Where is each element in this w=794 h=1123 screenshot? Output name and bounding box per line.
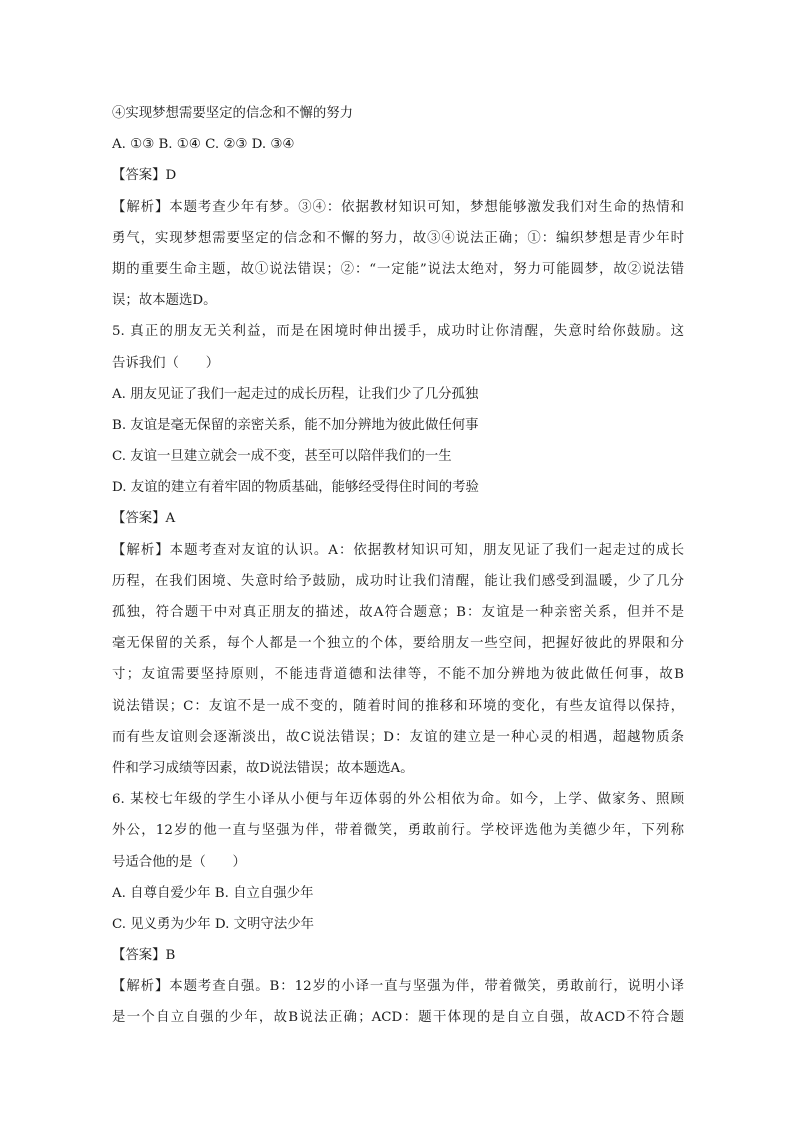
q6-analysis-line: 是一个自立自强的少年，故B说法正确；ACD：题干体现的是自立自强，故ACD不符合题	[112, 1010, 684, 1026]
q4-statement-4: ④实现梦想需要坚定的信念和不懈的努力	[112, 106, 354, 121]
q5-option-a: A. 朋友见证了我们一起走过的成长历程，让我们少了几分孤独	[112, 386, 479, 402]
q6-stem-line: 号适合他的是（ ）	[112, 854, 246, 870]
q4-answer: 【答案】D	[112, 168, 177, 184]
q6-stem-line: 外公，12岁的他一直与坚强为伴，带着微笑，勇敢前行。学校评选他为美德少年，下列称	[112, 823, 684, 839]
q6-options-cd: C. 见义勇为少年 D. 文明守法少年	[112, 916, 314, 932]
q4-analysis-line: 【解析】本题考查少年有梦。③④：依据教材知识可知，梦想能够激发我们对生命的热情和	[112, 199, 684, 215]
q4-options: A. ①③ B. ①④ C. ②③ D. ③④	[112, 137, 295, 153]
q5-analysis-line: 件和学习成绩等因素，故D说法错误；故本题选A。	[112, 760, 414, 776]
q5-analysis-line: 而有些友谊则会逐渐淡出，故C说法错误；D：友谊的建立是一种心灵的相遇，超越物质条	[112, 729, 684, 745]
q5-stem-line: 5. 真正的朋友无关利益，而是在困境时伸出援手，成功时让你清醒，失意时给你鼓励。这	[112, 324, 684, 340]
q5-analysis-line: 孤独，符合题干中对真正朋友的描述，故A符合题意；B：友谊是一种亲密关系，但并不是	[112, 605, 684, 620]
q5-analysis-line: 说法错误；C：友谊不是一成不变的，随着时间的推移和环境的变化，有些友谊得以保持，	[112, 698, 684, 714]
q5-option-c: C. 友谊一旦建立就会一成不变，甚至可以陪伴我们的一生	[112, 449, 452, 465]
q5-analysis-line: 历程，在我们困境、失意时给予鼓励，成功时让我们清醒，能让我们感受到温暖，少了几分	[112, 573, 684, 589]
q5-stem-line: 告诉我们（ ）	[112, 355, 220, 371]
q5-analysis-line: 毫无保留的关系，每个人都是一个独立的个体，要给朋友一些空间，把握好彼此的界限和分	[112, 636, 684, 652]
q5-analysis-line: 【解析】本题考查对友谊的认识。A：依据教材知识可知，朋友见证了我们一起走过的成长	[112, 542, 684, 558]
q6-answer: 【答案】B	[112, 948, 176, 964]
q4-analysis-line: 误；故本题选D。	[112, 293, 217, 309]
q6-options-ab: A. 自尊自爱少年 B. 自立自强少年	[112, 885, 314, 901]
q6-stem-line: 6. 某校七年级的学生小译从小便与年迈体弱的外公相依为命。如今，上学、做家务、照顾	[112, 792, 684, 808]
q5-answer: 【答案】A	[112, 511, 176, 527]
q5-analysis-line: 寸；友谊需要坚持原则，不能违背道德和法律等，不能不加分辨地为彼此做任何事，故B	[112, 667, 684, 683]
question-content	[112, 98, 684, 1034]
q4-analysis-line: 期的重要生命主题，故①说法错误；②：“一定能”说法太绝对，努力可能圆梦，故②说法错	[112, 261, 684, 277]
q6-analysis-line: 【解析】本题考查自强。B：12岁的小译一直与坚强为伴，带着微笑，勇敢前行，说明小译	[112, 979, 684, 995]
q4-analysis-line: 勇气，实现梦想需要坚定的信念和不懈的努力，故③④说法正确；①：编织梦想是青少年时	[112, 230, 684, 246]
q5-option-d: D. 友谊的建立有着牢固的物质基础，能够经受得住时间的考验	[112, 480, 479, 496]
q5-option-b: B. 友谊是毫无保留的亲密关系，能不加分辨地为彼此做任何事	[112, 417, 479, 433]
